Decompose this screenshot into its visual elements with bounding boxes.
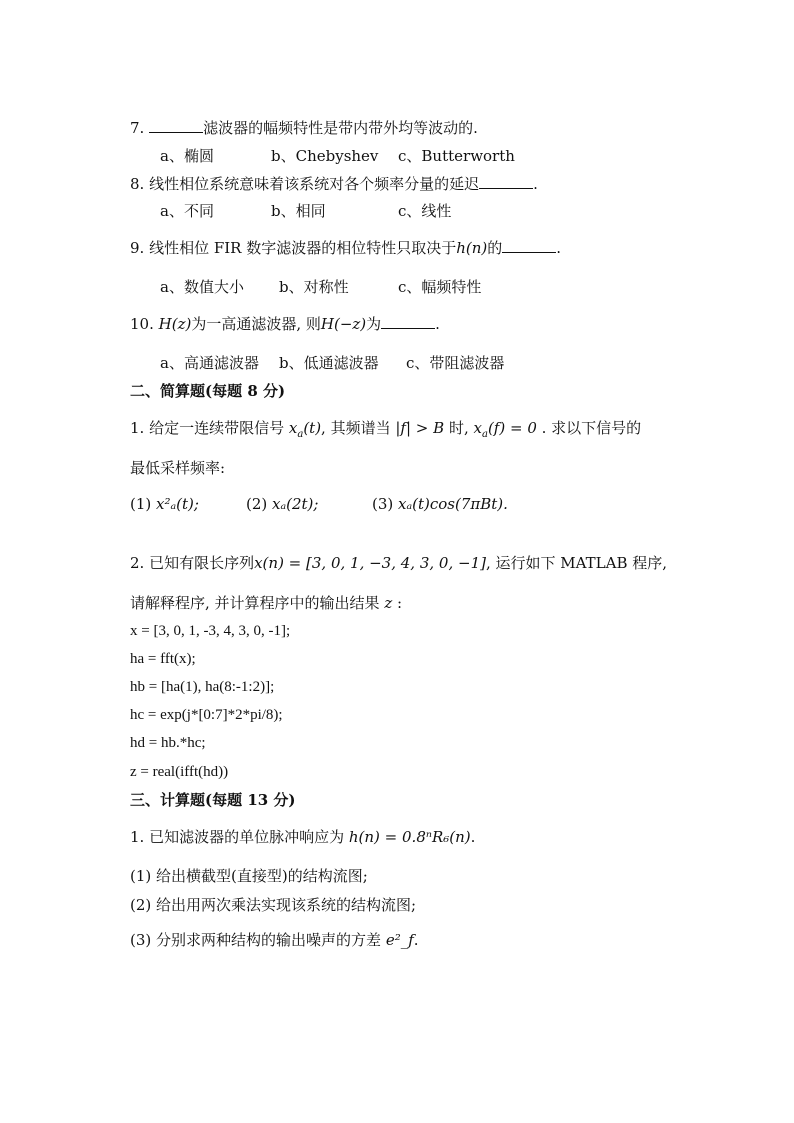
sub-item-3 [372, 494, 508, 514]
problem-text: , 运行如下 MATLAB 程序, [485, 554, 668, 572]
sub-item-label: (3) [372, 495, 394, 513]
problem-2-2-line2 [130, 593, 402, 613]
math-var: x [473, 419, 482, 437]
sub-item-math: x²ₐ(t); [156, 495, 199, 513]
problem-text: 1. 给定一连续带限信号 [130, 419, 285, 437]
question-10 [130, 314, 440, 334]
option-b: b、低通滤波器 [279, 354, 379, 372]
question-number: 7. [130, 119, 145, 137]
problem-text: . 求以下信号的 [541, 419, 642, 437]
answer-blank [479, 174, 533, 189]
code-line: z = real(ifft(hd)) [130, 764, 229, 780]
problem-2-2 [130, 553, 667, 573]
code-line: hb = [ha(1), ha(8:-1:2)]; [130, 679, 275, 695]
math-h-n: h(n) [456, 239, 488, 257]
problem-end: . [470, 828, 476, 846]
sub-item-2: (2) 给出用两次乘法实现该系统的结构流图; [130, 896, 417, 914]
question-end: . [435, 315, 440, 333]
option-b: b、对称性 [279, 278, 349, 296]
question-text: 9. 线性相位 FIR 数字滤波器的相位特性只取决于 [130, 239, 457, 257]
sub-item-1: (1) 给出横截型(直接型)的结构流图; [130, 867, 368, 885]
problem-text-line2: 最低采样频率: [130, 459, 226, 477]
sub-item-2 [246, 494, 318, 514]
sub-item-label: (2) [246, 495, 268, 513]
question-text: 滤波器的幅频特性是带内带外均等波动的. [203, 119, 478, 137]
question-text: 8. 线性相位系统意味着该系统对各个频率分量的延迟 [130, 175, 480, 193]
question-text-after: 为 [366, 315, 382, 333]
math-var-z: z [384, 594, 393, 612]
math-noise-variance: e²_f [385, 931, 414, 949]
answer-blank [381, 314, 435, 329]
math-xa-f [473, 419, 537, 440]
problem-text: , 其频谱当 [321, 419, 391, 437]
option-b: b、相同 [271, 202, 326, 220]
math-H-minus-z: H(−z) [320, 315, 367, 333]
math-var: x [288, 419, 298, 437]
sub-item-1 [130, 494, 199, 514]
option-a: a、高通滤波器 [160, 354, 259, 372]
option-a: a、数值大小 [160, 278, 244, 296]
math-f-gt-B: |f| > B [395, 419, 445, 437]
sub-item-3 [130, 930, 419, 950]
math-arg: (f) = 0 [487, 419, 537, 437]
option-c: c、带阻滤波器 [406, 354, 505, 372]
math-H-z: H(z) [158, 315, 192, 333]
question-9 [130, 238, 561, 258]
problem-text: 2. 已知有限长序列 [130, 554, 255, 572]
sub-item-label: (1) [130, 495, 152, 513]
option-b: b、Chebyshev [271, 147, 379, 165]
code-line: hd = hb.*hc; [130, 735, 206, 751]
math-sub: a [481, 429, 488, 440]
code-line: x = [3, 0, 1, -3, 4, 3, 0, -1]; [130, 623, 291, 639]
option-c: c、Butterworth [398, 147, 515, 165]
problem-3-1 [130, 827, 475, 847]
math-arg: (t) [303, 419, 322, 437]
sub-item-math: xₐ(t)cos(7πBt). [398, 495, 508, 513]
question-text-after: 的 [487, 239, 503, 257]
question-end: . [556, 239, 562, 257]
option-c: c、线性 [398, 202, 452, 220]
problem-text: : [397, 594, 403, 612]
question-end: . [533, 175, 538, 193]
math-impulse-response: h(n) = 0.8ⁿR₆(n) [348, 828, 471, 846]
option-a: a、椭圆 [160, 147, 214, 165]
option-c: c、幅频特性 [398, 278, 482, 296]
sub-item-text: (3) 分别求两种结构的输出噪声的方差 [130, 931, 382, 949]
option-a: a、不同 [160, 202, 214, 220]
math-xa [288, 419, 322, 440]
sub-item-end: . [413, 931, 419, 949]
problem-text: 请解释程序, 并计算程序中的输出结果 [130, 594, 380, 612]
sub-item-math: xₐ(2t); [272, 495, 319, 513]
answer-blank [502, 238, 556, 253]
answer-blank [149, 118, 203, 133]
question-8 [130, 174, 538, 194]
code-line: hc = exp(j*[0:7]*2*pi/8); [130, 707, 283, 723]
problem-text: 时, [448, 419, 469, 437]
math-sequence: x(n) = [3, 0, 1, −3, 4, 3, 0, −1] [254, 554, 486, 572]
problem-text: 1. 已知滤波器的单位脉冲响应为 [130, 828, 345, 846]
section-heading: 三、计算题(每题 13 分) [130, 791, 296, 809]
section-heading: 二、简算题(每题 8 分) [130, 382, 286, 400]
question-text: 为一高通滤波器, 则 [191, 315, 321, 333]
math-sub: a [297, 429, 304, 440]
question-number: 10. [130, 315, 154, 333]
question-7 [130, 118, 478, 138]
code-line: ha = fft(x); [130, 651, 196, 667]
problem-2-1 [130, 418, 641, 445]
